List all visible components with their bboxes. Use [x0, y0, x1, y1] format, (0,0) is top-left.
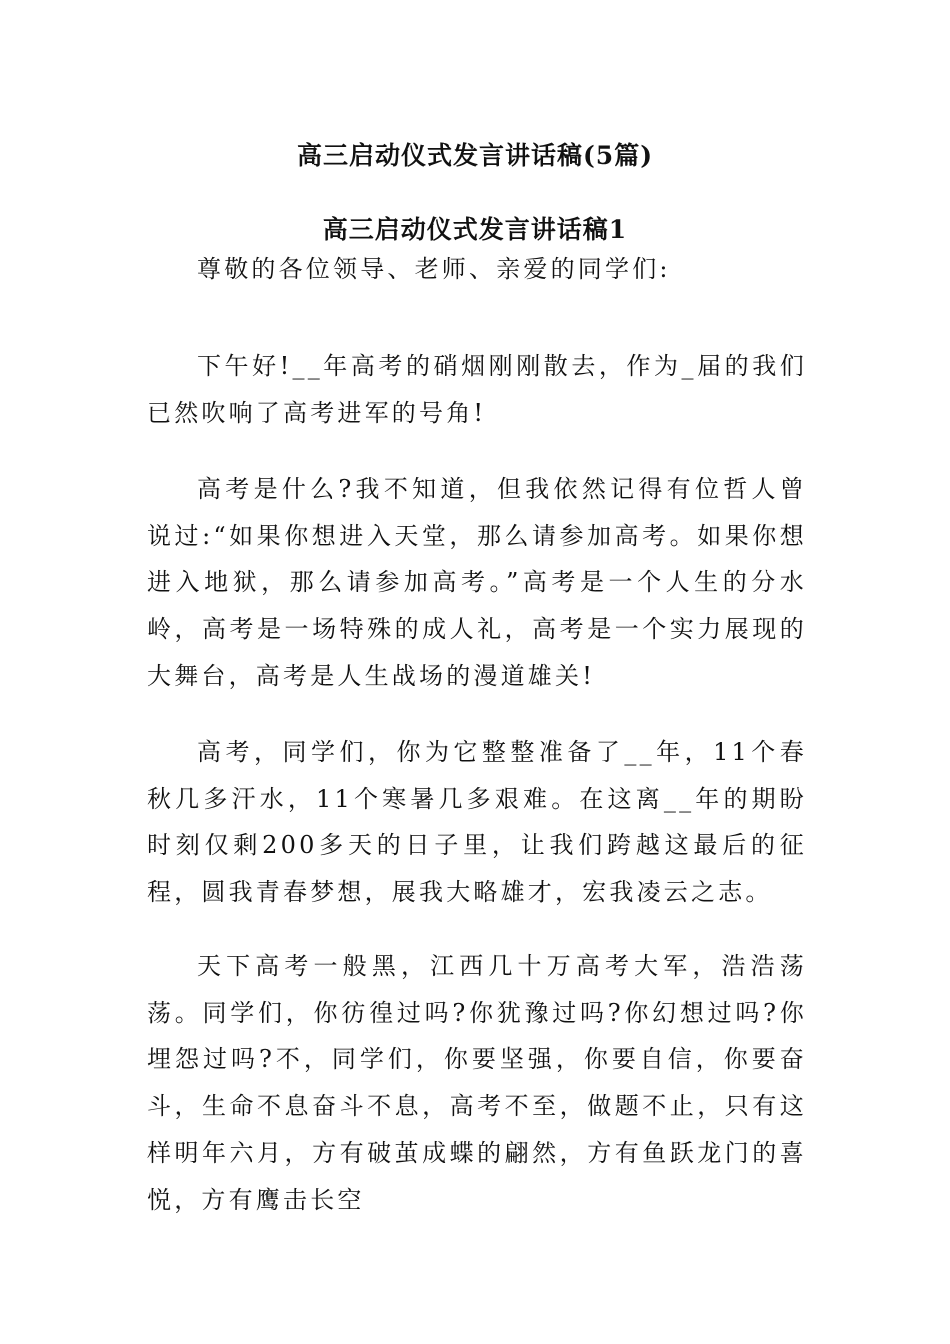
paragraph-greeting: 下午好!__年高考的硝烟刚刚散去，作为_届的我们已然吹响了高考进军的号角! [147, 352, 807, 427]
paragraph-encouragement: 天下高考一般黑，江西几十万高考大军，浩浩荡荡。同学们，你彷徨过吗?你犹豫过吗?你幻想过吗?你埋怨过吗?不，同学们，你要坚强，你要自信，你要奋斗，生命不息奋斗不息，高考不至，做题不止，只有这样明年六月，方有破茧成蝶的翩然，方有鱼跃龙门的喜悦，方有鹰击长空 [147, 952, 807, 1214]
document-title: 高三启动仪式发言讲话稿(5篇) [296, 141, 654, 170]
paragraph-what-is-gaokao: 高考是什么?我不知道，但我依然记得有位哲人曾说过:“如果你想进入天堂，那么请参加高考。如果你想进入地狱，那么请参加高考。”高考是一个人生的分水岭，高考是一场特殊的成人礼，高考是一个实力展现的大舞台，高考是人生战场的漫道雄关! [147, 475, 807, 690]
paragraph-salutation: 尊敬的各位领导、老师、亲爱的同学们: [197, 255, 671, 283]
document-subtitle: 高三启动仪式发言讲话稿1 [322, 215, 628, 244]
paragraph-preparation: 高考，同学们，你为它整整准备了__年，11个春秋几多汗水，11个寒暑几多艰难。在这离__年的期盼时刻仅剩200多天的日子里，让我们跨越这最后的征程，圆我青春梦想，展我大略雄才，宏我凌云之志。 [147, 738, 807, 907]
